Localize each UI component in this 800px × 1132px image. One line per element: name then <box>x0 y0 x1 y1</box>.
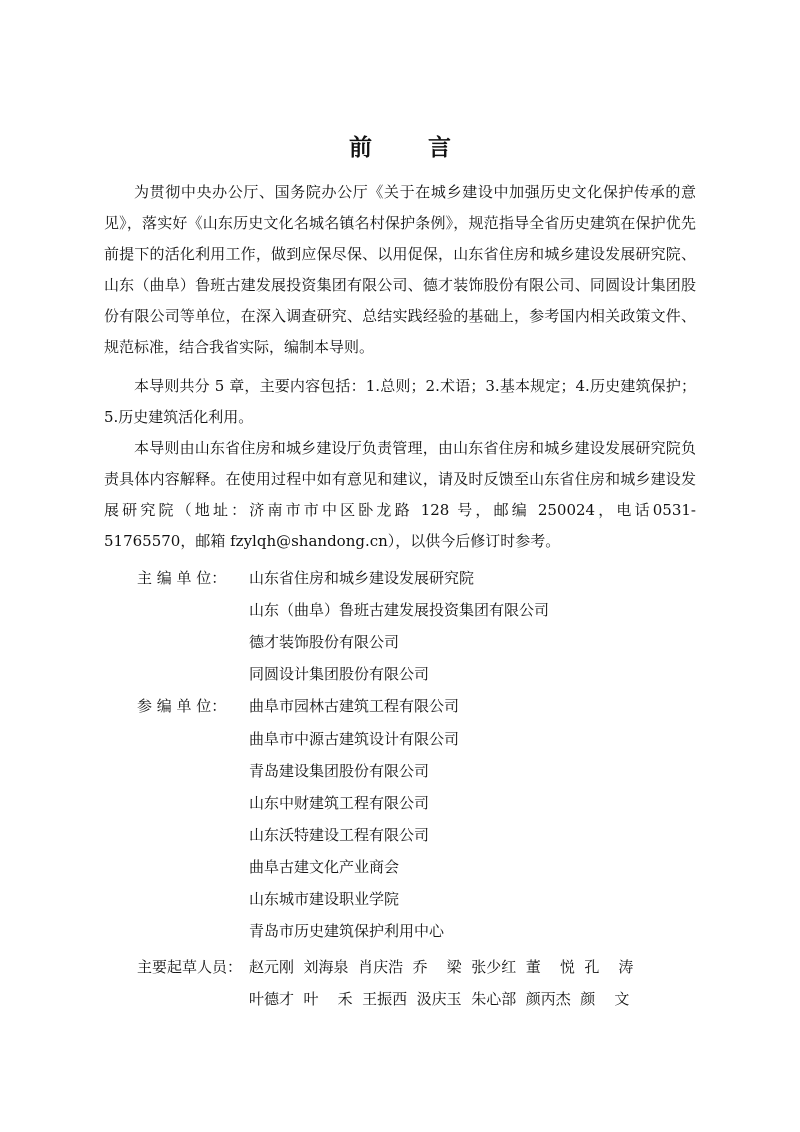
chief-units-label: 主 编 单 位： <box>137 569 227 587</box>
preface-paragraph-contents: 本导则共分 5 章，主要内容包括：1.总则；2.术语；3.基本规定；4.历史建筑保护；5.历史建筑活化利用。 <box>104 377 696 426</box>
chief-unit-name: 同圆设计集团股份有限公司 <box>249 665 430 683</box>
participating-unit-name: 青岛建设集团股份有限公司 <box>249 762 430 780</box>
participating-unit-row <box>137 723 459 755</box>
drafters-label: 主要起草人员： <box>137 958 243 976</box>
chief-unit-row <box>137 594 549 626</box>
chief-unit-name: 山东（曲阜）鲁班古建发展投资集团有限公司 <box>249 601 550 619</box>
preface-paragraph-purpose: 为贯彻中央办公厅、国务院办公厅《关于在城乡建设中加强历史文化保护传承的意见》，落实好《山东历史文化名城名镇名村保护条例》，规范指导全省历史建筑在保护优先前提下的活化利用工作，做到应保尽保、以用促保，山东省住房和城乡建设发展研究院、山东（曲阜）鲁班古建发展投资集团有限公司、德才装饰股份有限公司、同圆设计集团股份有限公司等单位，在深入调查研究、总结实践经验的基础上，参考国内相关政策文件、规范标准，结合我省实际，编制本导则。 <box>104 183 696 356</box>
participating-unit-name: 山东沃特建设工程有限公司 <box>249 826 430 844</box>
participating-unit-row <box>137 787 429 819</box>
participating-unit-row <box>137 690 459 722</box>
participating-unit-name: 曲阜古建文化产业商会 <box>249 858 400 876</box>
participating-unit-row <box>137 915 444 947</box>
participating-unit-name: 曲阜市中源古建筑设计有限公司 <box>249 730 460 748</box>
participating-unit-row <box>137 851 399 883</box>
participating-unit-row <box>137 883 399 915</box>
participating-unit-row <box>137 755 429 787</box>
chief-unit-row <box>137 658 429 690</box>
participating-units-label: 参 编 单 位： <box>137 697 227 715</box>
preface-paragraph-feedback: 本导则由山东省住房和城乡建设厅负责管理，由山东省住房和城乡建设发展研究院负责具体内容解释。在使用过程中如有意见和建议，请及时反馈至山东省住房和城乡建设发展研究院（地址：济南市市中区卧龙路 128 号，邮编 250024，电话0531-51765570，邮箱 fzylqh@shandong.cn），以供今后修订时参考。 <box>104 439 696 550</box>
participating-unit-name: 山东城市建设职业学院 <box>249 890 400 908</box>
participating-unit-name: 曲阜市园林古建筑工程有限公司 <box>249 697 460 715</box>
chief-unit-name: 德才装饰股份有限公司 <box>249 633 400 651</box>
drafters-names: 叶德才 叶 禾 王振西 汲庆玉 朱心部 颜丙杰 颜 文 <box>249 990 630 1008</box>
drafters-row <box>137 983 629 1015</box>
chief-unit-row <box>137 626 399 658</box>
participating-unit-name: 青岛市历史建筑保护利用中心 <box>249 922 445 940</box>
participating-unit-name: 山东中财建筑工程有限公司 <box>249 794 430 812</box>
drafters-row <box>137 951 633 983</box>
page-title: 前 言 <box>348 134 475 161</box>
drafters-names: 赵元刚 刘海泉 肖庆浩 乔 梁 张少红 董 悦 孔 涛 <box>249 958 634 976</box>
chief-unit-name: 山东省住房和城乡建设发展研究院 <box>249 569 475 587</box>
chief-unit-row <box>137 562 474 594</box>
participating-unit-row <box>137 819 429 851</box>
